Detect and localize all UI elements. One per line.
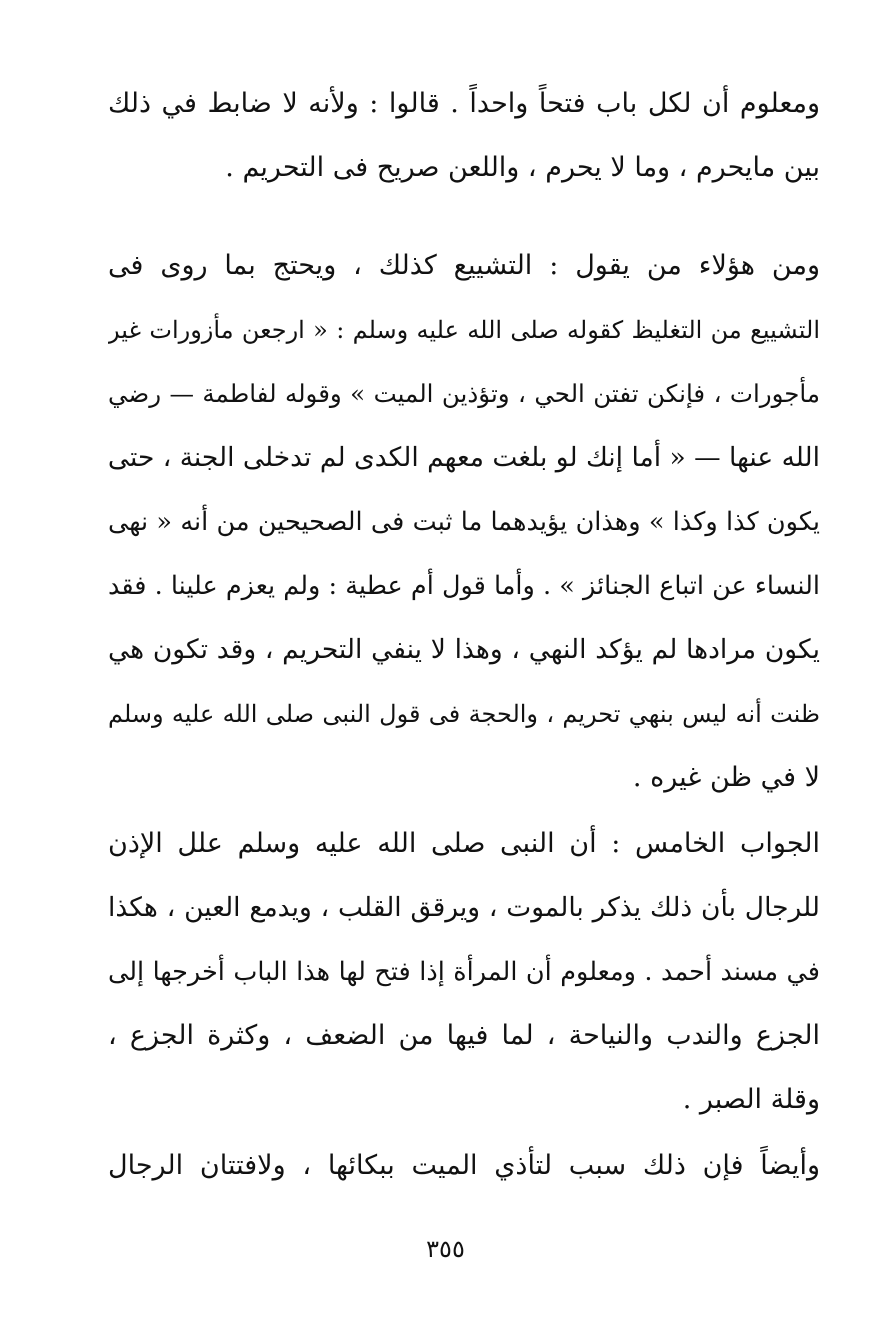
page-number: ٣٥٥ <box>426 1235 465 1263</box>
text-line: ومعلوم أن لكل باب فتحاً واحداً . قالوا : ولأنه لا ضابط في ذلك <box>108 88 820 119</box>
text-line: يكون كذا وكذا » وهذان يؤيدهما ما ثبت فى الصحيحين من أنه « نهى <box>108 507 820 537</box>
text-line: للرجال بأن ذلك يذكر بالموت ، ويرقق القلب ، ويدمع العين ، هكذا <box>108 892 820 923</box>
text-line: التشييع من التغليظ كقوله صلى الله عليه وسلم : « ارجعن مأزورات غير <box>108 316 820 344</box>
text-line: لا في ظن غيره . <box>632 762 820 793</box>
text-line: يكون مرادها لم يؤكد النهي ، وهذا لا ينفي التحريم ، وقد تكون هي <box>108 634 820 665</box>
text-line: بين مايحرم ، وما لا يحرم ، واللعن صريح فى التحريم . <box>225 152 820 183</box>
text-line: ومن هؤلاء من يقول : التشييع كذلك ، ويحتج بما روى فى <box>108 250 820 281</box>
text-line: الله عنها — « أما إنك لو بلغت معهم الكدى لم تدخلى الجنة ، حتى <box>108 442 820 473</box>
text-line: الجزع والندب والنياحة ، لما فيها من الضعف ، وكثرة الجزع ، <box>108 1020 820 1051</box>
text-line: الجواب الخامس : أن النبى صلى الله عليه وسلم علل الإذن <box>108 828 820 859</box>
paragraph-2 <box>108 234 820 810</box>
text-line: في مسند أحمد . ومعلوم أن المرأة إذا فتح لها هذا الباب أخرجها إلى <box>108 957 820 987</box>
paragraph-4 <box>108 1134 820 1198</box>
text-line: مأجورات ، فإنكن تفتن الحي ، وتؤذين الميت » وقوله لفاطمة — رضي <box>108 379 820 408</box>
paragraph-3 <box>108 812 820 1132</box>
text-line: ظنت أنه ليس بنهي تحريم ، والحجة فى قول النبى صلى الله عليه وسلم <box>108 700 820 728</box>
text-line: وأيضاً فإن ذلك سبب لتأذي الميت ببكائها ، ولافتتان الرجال <box>108 1150 820 1181</box>
text-line: وقلة الصبر . <box>682 1084 820 1115</box>
paragraph-1 <box>108 72 820 200</box>
text-line: النساء عن اتباع الجنائز » . وأما قول أم عطية : ولم يعزم علينا . فقد <box>108 571 820 601</box>
